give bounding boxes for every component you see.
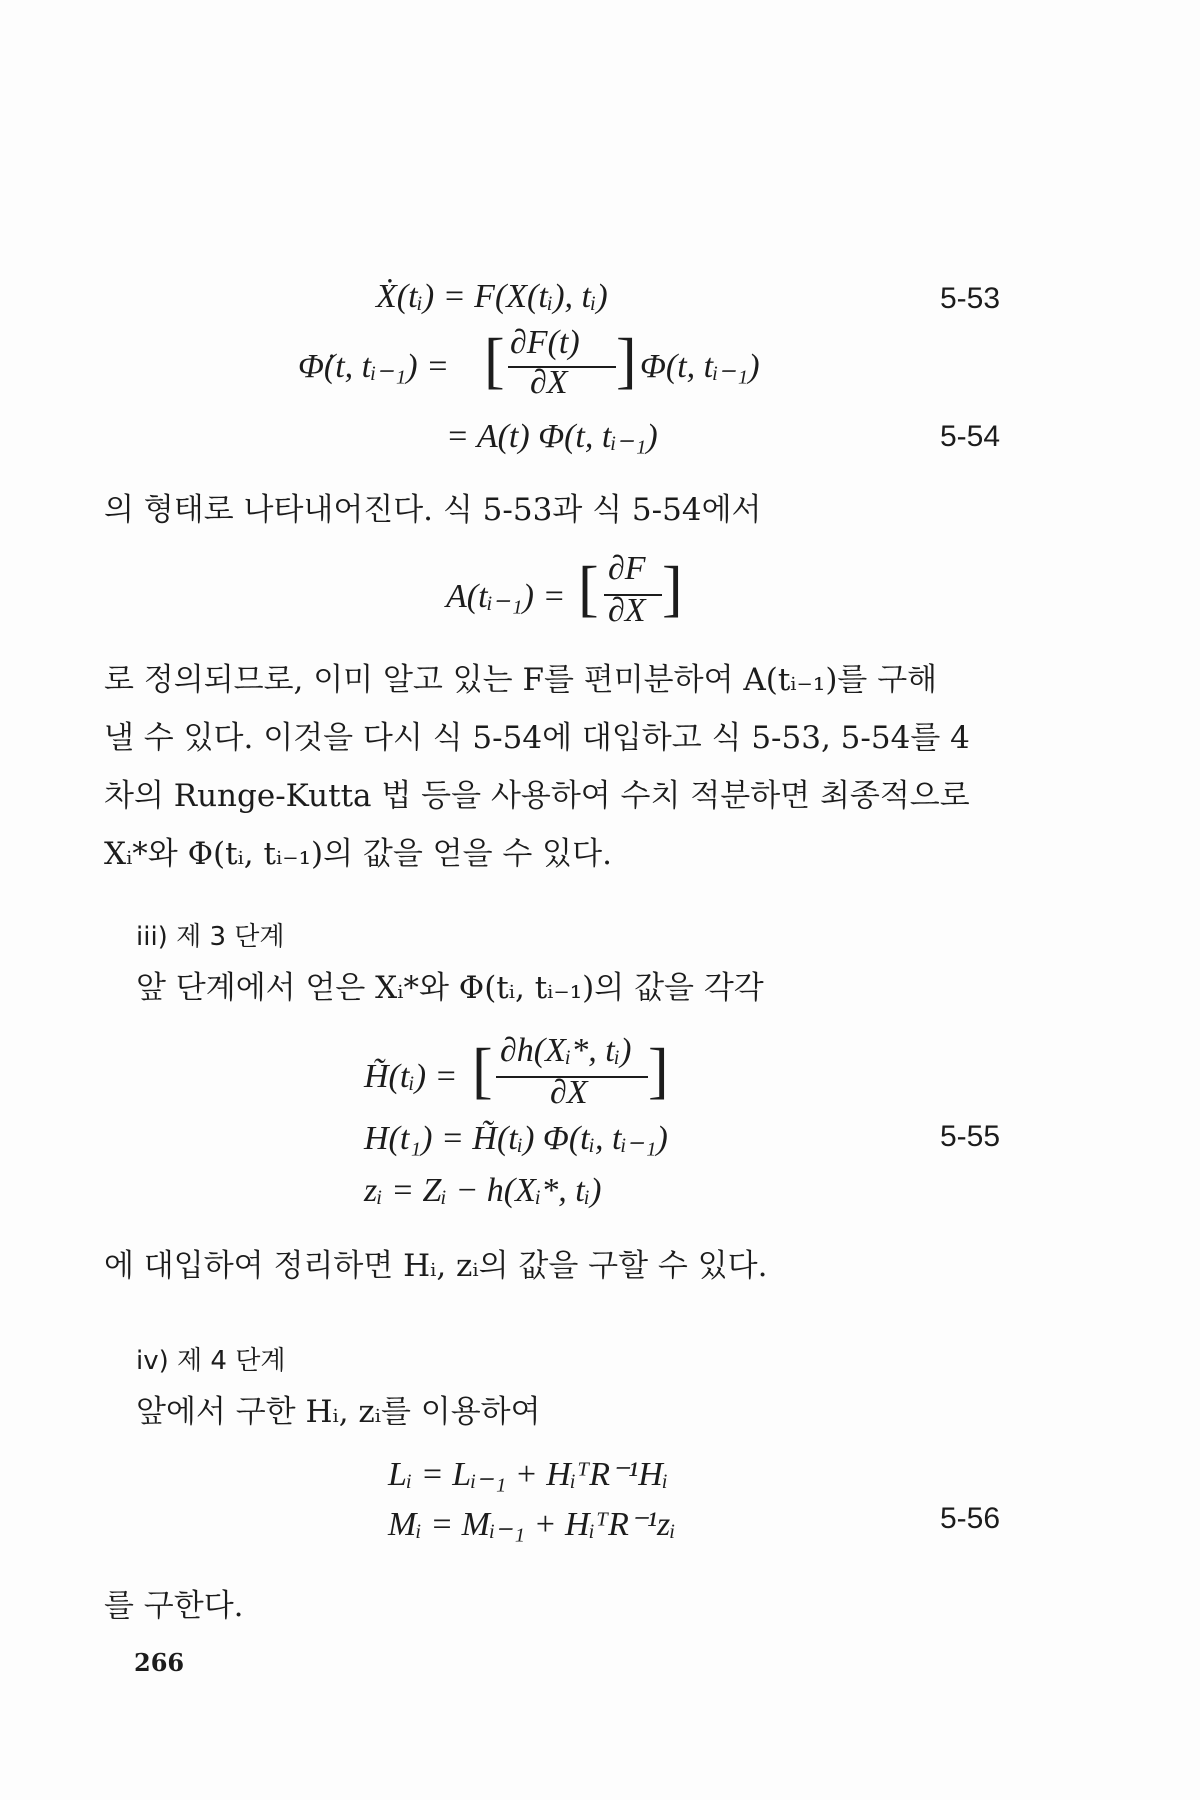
fraction-denominator: ∂X [530,364,568,401]
fraction-bracket-left: [ [472,1037,493,1105]
paragraph-line: 차의 Runge-Kutta 법 등을 사용하여 수치 적분하면 최종적으로 [104,778,970,814]
step-3-heading: iii) 제 3 단계 [136,922,285,952]
fraction-bracket-right: ] [662,555,683,623]
equation-5-54: = A(t) Φ(t, tᵢ₋₁) [446,418,658,455]
equation-number-5-55: 5-55 [940,1120,1001,1153]
equation-number-5-54: 5-54 [940,420,1001,453]
equation-number-5-56: 5-56 [940,1502,1001,1535]
step-4-after: 를 구한다. [104,1588,244,1624]
fraction-denominator: ∂X [608,592,646,629]
equation-5-55: H(t₁) = H̃(tᵢ) Φ(tᵢ, tᵢ₋₁) [364,1120,668,1157]
equation-a-lhs: A(tᵢ₋₁) = [446,578,566,615]
fraction-numerator: ∂h(Xᵢ*, tᵢ) [500,1032,632,1069]
fraction-bracket-left: [ [484,327,505,395]
fraction-bracket-right: ] [648,1037,669,1105]
step-3-intro: 앞 단계에서 얻은 Xᵢ*와 Φ(tᵢ, tᵢ₋₁)의 값을 각각 [136,970,764,1006]
equation-phi-dot-lhs: Φ̇(t, tᵢ₋₁) = [298,348,450,385]
fraction-bracket-left: [ [578,555,599,623]
paragraph-line: 낼 수 있다. 이것을 다시 식 5-54에 대입하고 식 5-53, 5-54를 4 [104,720,970,756]
fraction-denominator: ∂X [550,1074,588,1111]
equation-number-5-53: 5-53 [940,282,1001,315]
equation-5-53: Ẋ(tᵢ) = F(X(tᵢ), tᵢ) [376,278,608,315]
page-number: 266 [134,1648,185,1677]
paragraph-line: 의 형태로 나타내어진다. 식 5-53과 식 5-54에서 [104,492,762,528]
fraction-numerator: ∂F [608,550,646,587]
equation-phi-dot-rhs: Φ(t, tᵢ₋₁) [640,348,760,385]
equation-h-tilde-lhs: H̃(tᵢ) = [364,1058,458,1095]
step-3-after: 에 대입하여 정리하면 Hᵢ, zᵢ의 값을 구할 수 있다. [104,1248,768,1284]
equation-z-i: zᵢ = Zᵢ − h(Xᵢ*, tᵢ) [364,1172,602,1209]
step-4-heading: iv) 제 4 단계 [136,1346,286,1376]
fraction-numerator: ∂F(t) [510,324,580,361]
step-4-intro: 앞에서 구한 Hᵢ, zᵢ를 이용하여 [136,1394,541,1430]
fraction-bracket-right: ] [616,327,637,395]
paragraph-line: Xᵢ*와 Φ(tᵢ, tᵢ₋₁)의 값을 얻을 수 있다. [104,836,612,872]
equation-5-56: Mᵢ = Mᵢ₋₁ + HᵢᵀR⁻¹zᵢ [388,1506,676,1543]
equation-l-i: Lᵢ = Lᵢ₋₁ + HᵢᵀR⁻¹Hᵢ [388,1456,669,1493]
paragraph-line: 로 정의되므로, 이미 알고 있는 F를 편미분하여 A(tᵢ₋₁)를 구해 [104,662,938,698]
